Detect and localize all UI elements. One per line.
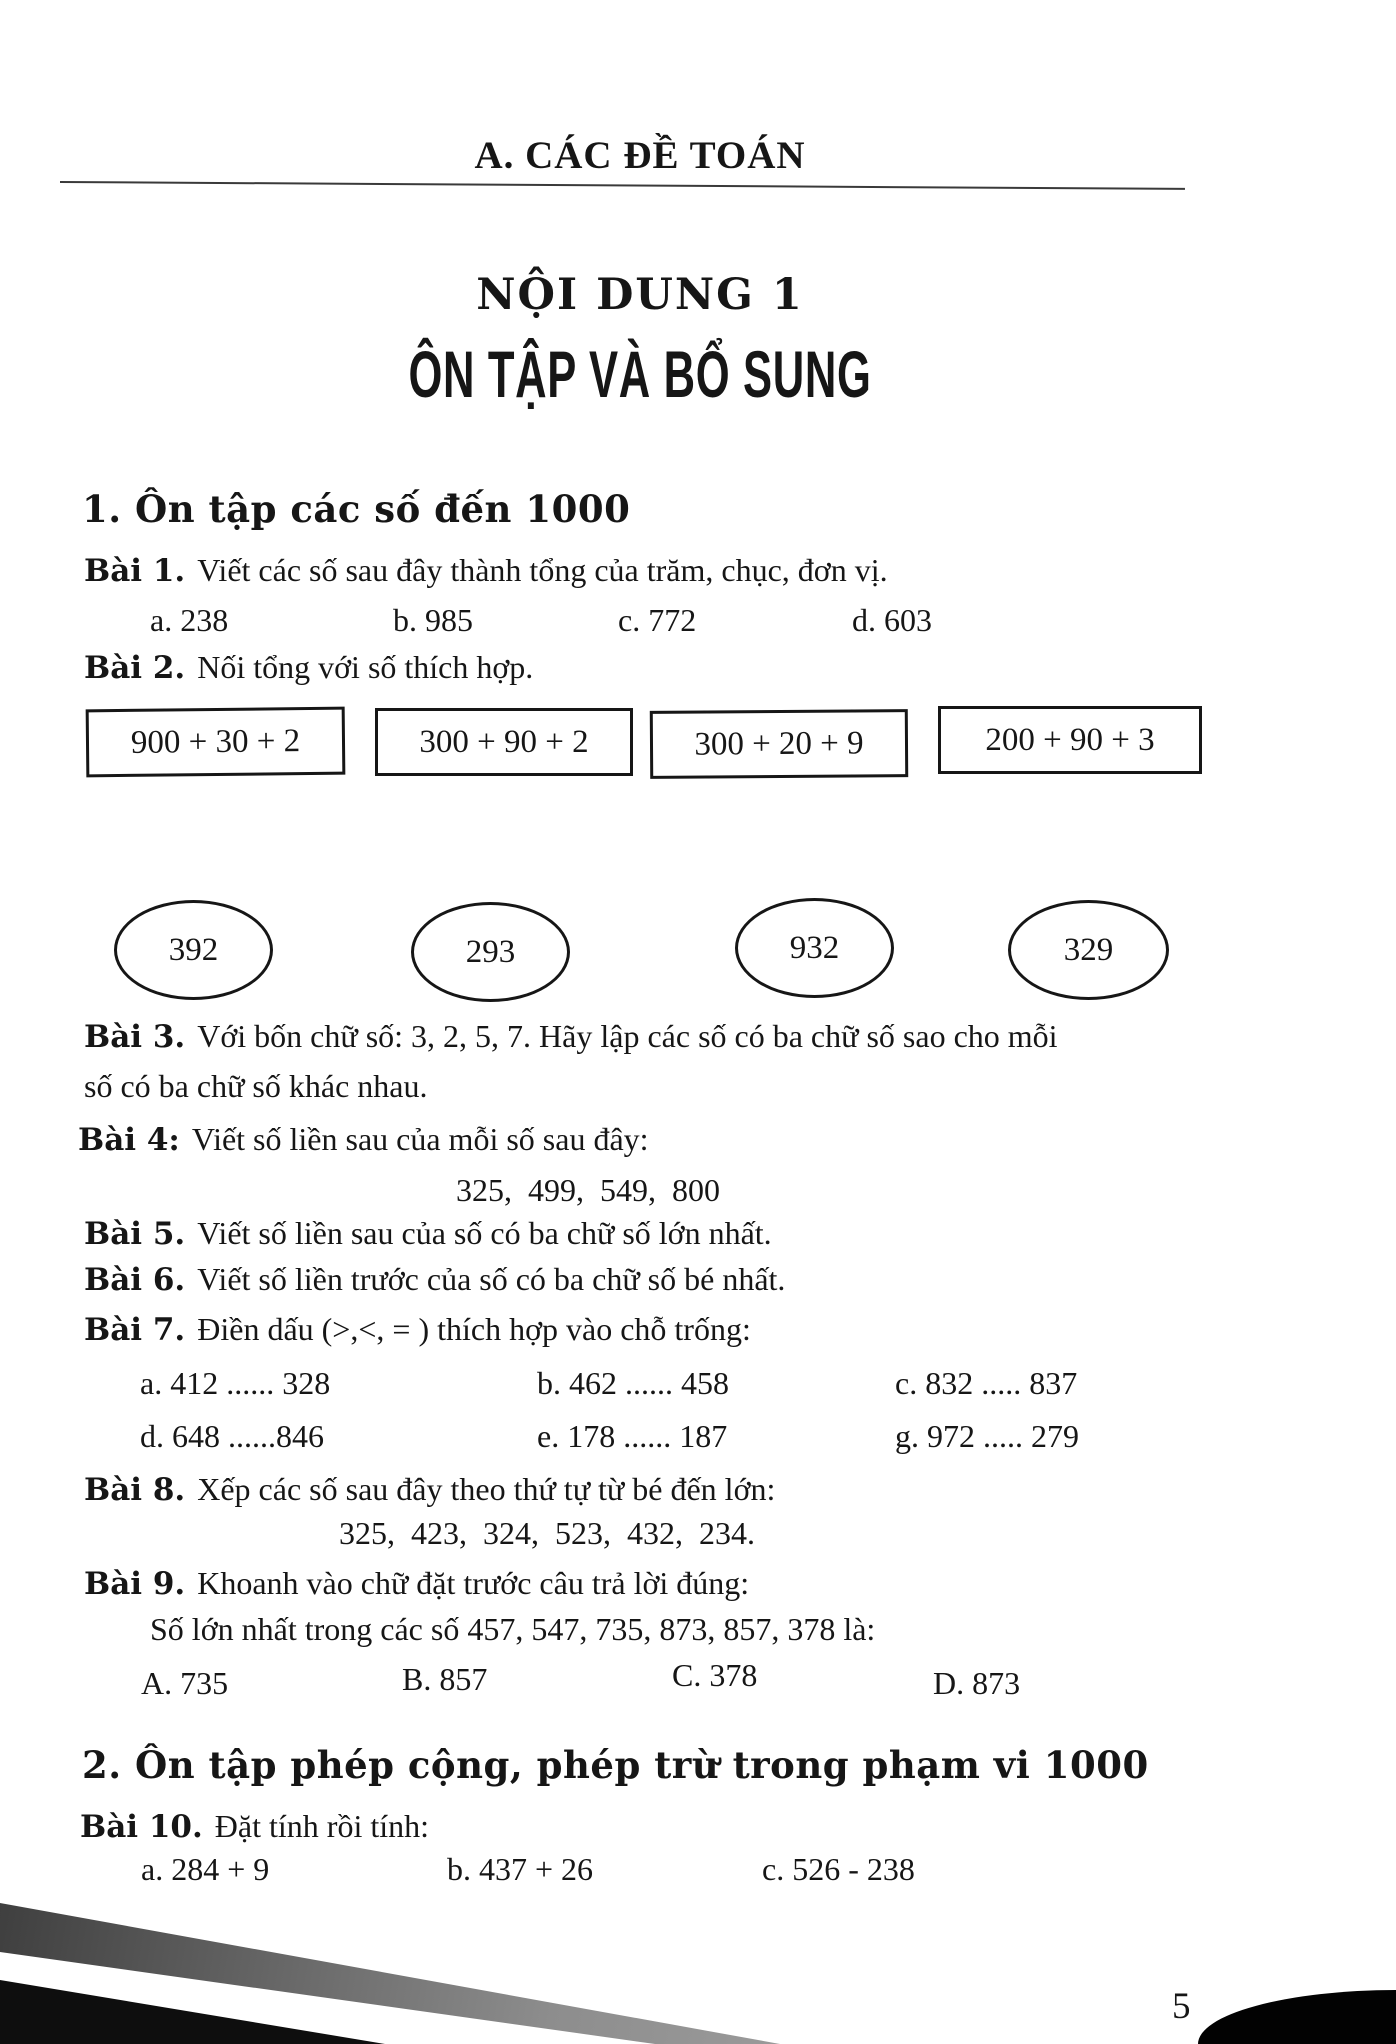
bai7-cell-c: c. 832 ..... 837 [895, 1365, 1078, 1401]
bai2-label: Bài 2. [84, 650, 186, 686]
section1-heading: 1. Ôn tập các số đến 1000 [82, 487, 631, 531]
bai7-cell-d: d. 648 ......846 [140, 1418, 324, 1454]
bai8-line [84, 1468, 775, 1511]
bai2-text: Nối tổng với số thích hợp. [197, 649, 534, 685]
bai7-cell-b: b. 462 ...... 458 [537, 1365, 729, 1401]
bai1-line [84, 549, 888, 592]
bai10-label: Bài 10. [80, 1809, 203, 1845]
content-label: NỘI DUNG 1 [476, 270, 804, 320]
bai1-option-b: b. 985 [393, 602, 473, 638]
bai10-expression-c: c. 526 - 238 [762, 1851, 915, 1887]
bai7-cell-e: e. 178 ...... 187 [537, 1418, 728, 1454]
bai9-choice-b: B. 857 [402, 1661, 488, 1697]
bai1-option-d: d. 603 [852, 602, 932, 638]
bai10-text: Đặt tính rồi tính: [214, 1808, 429, 1844]
number-oval-3: 932 [735, 898, 894, 998]
bai4-text: Viết số liền sau của mỗi số sau đây: [191, 1121, 649, 1157]
bai7-cell-a: a. 412 ...... 328 [140, 1365, 331, 1401]
bai5-line [84, 1212, 772, 1255]
page-header: A. CÁC ĐỀ TOÁN [474, 134, 806, 177]
sum-box-2: 300 + 90 + 2 [375, 708, 633, 776]
bai8-numbers: 325, 423, 324, 523, 432, 234. [339, 1515, 755, 1551]
bai10-expression-b: b. 437 + 26 [447, 1851, 594, 1887]
bai9-choice-a: A. 735 [141, 1665, 229, 1701]
bai7-line [84, 1308, 751, 1351]
bai1-label: Bài 1. [84, 553, 186, 589]
sum-box-1: 900 + 30 + 2 [86, 707, 346, 778]
bai3-label: Bài 3. [84, 1019, 186, 1055]
bai1-option-c: c. 772 [618, 602, 697, 638]
number-oval-4: 329 [1008, 900, 1169, 1000]
bai10-expression-a: a. 284 + 9 [141, 1851, 270, 1887]
bai7-text: Điền dấu (>,<, = ) thích hợp vào chỗ trống: [197, 1311, 751, 1347]
bai9-choice-d: D. 873 [933, 1665, 1021, 1701]
bai6-line [84, 1258, 785, 1301]
bai8-text: Xếp các số sau đây theo thứ tự từ bé đến lớn: [197, 1471, 776, 1507]
bai5-text: Viết số liền sau của số có ba chữ số lớn nhất. [197, 1215, 772, 1251]
bai1-text: Viết các số sau đây thành tổng của trăm, chục, đơn vị. [197, 552, 888, 588]
sum-box-4: 200 + 90 + 3 [938, 706, 1202, 774]
number-oval-2: 293 [411, 902, 570, 1002]
bai8-label: Bài 8. [84, 1472, 186, 1508]
bai3-text-line1: Với bốn chữ số: 3, 2, 5, 7. Hãy lập các số có ba chữ số sao cho mỗi [197, 1018, 1058, 1054]
sum-box-3: 300 + 20 + 9 [650, 709, 908, 779]
scan-artifact-corner [1198, 1990, 1396, 2044]
bai9-choice-c: C. 378 [672, 1657, 758, 1693]
bai1-option-a: a. 238 [150, 602, 229, 638]
bai7-label: Bài 7. [84, 1312, 186, 1348]
bai3-line1 [84, 1015, 1058, 1058]
page-number: 5 [1172, 1986, 1191, 2027]
number-oval-1: 392 [114, 900, 273, 1000]
content-title: ÔN TẬP VÀ BỔ SUNG [408, 337, 872, 411]
bai9-question: Số lớn nhất trong các số 457, 547, 735, 873, 857, 378 là: [150, 1611, 876, 1647]
bai4-label: Bài 4: [78, 1122, 180, 1158]
bai6-label: Bài 6. [84, 1262, 186, 1298]
section2-heading: 2. Ôn tập phép cộng, phép trừ trong phạm vi 1000 [82, 1743, 1149, 1787]
bai7-cell-g: g. 972 ..... 279 [895, 1418, 1079, 1454]
header-rule [60, 181, 1185, 190]
bai4-line [78, 1118, 649, 1161]
bai6-text: Viết số liền trước của số có ba chữ số bé nhất. [197, 1261, 786, 1297]
bai9-line [84, 1562, 749, 1605]
bai3-line2: số có ba chữ số khác nhau. [84, 1068, 428, 1104]
bai5-label: Bài 5. [84, 1216, 186, 1252]
bai4-numbers: 325, 499, 549, 800 [456, 1172, 720, 1208]
bai2-line [84, 646, 533, 689]
bai9-text: Khoanh vào chữ đặt trước câu trả lời đúng: [197, 1565, 750, 1601]
bai10-line [80, 1805, 429, 1848]
bai9-label: Bài 9. [84, 1566, 186, 1602]
